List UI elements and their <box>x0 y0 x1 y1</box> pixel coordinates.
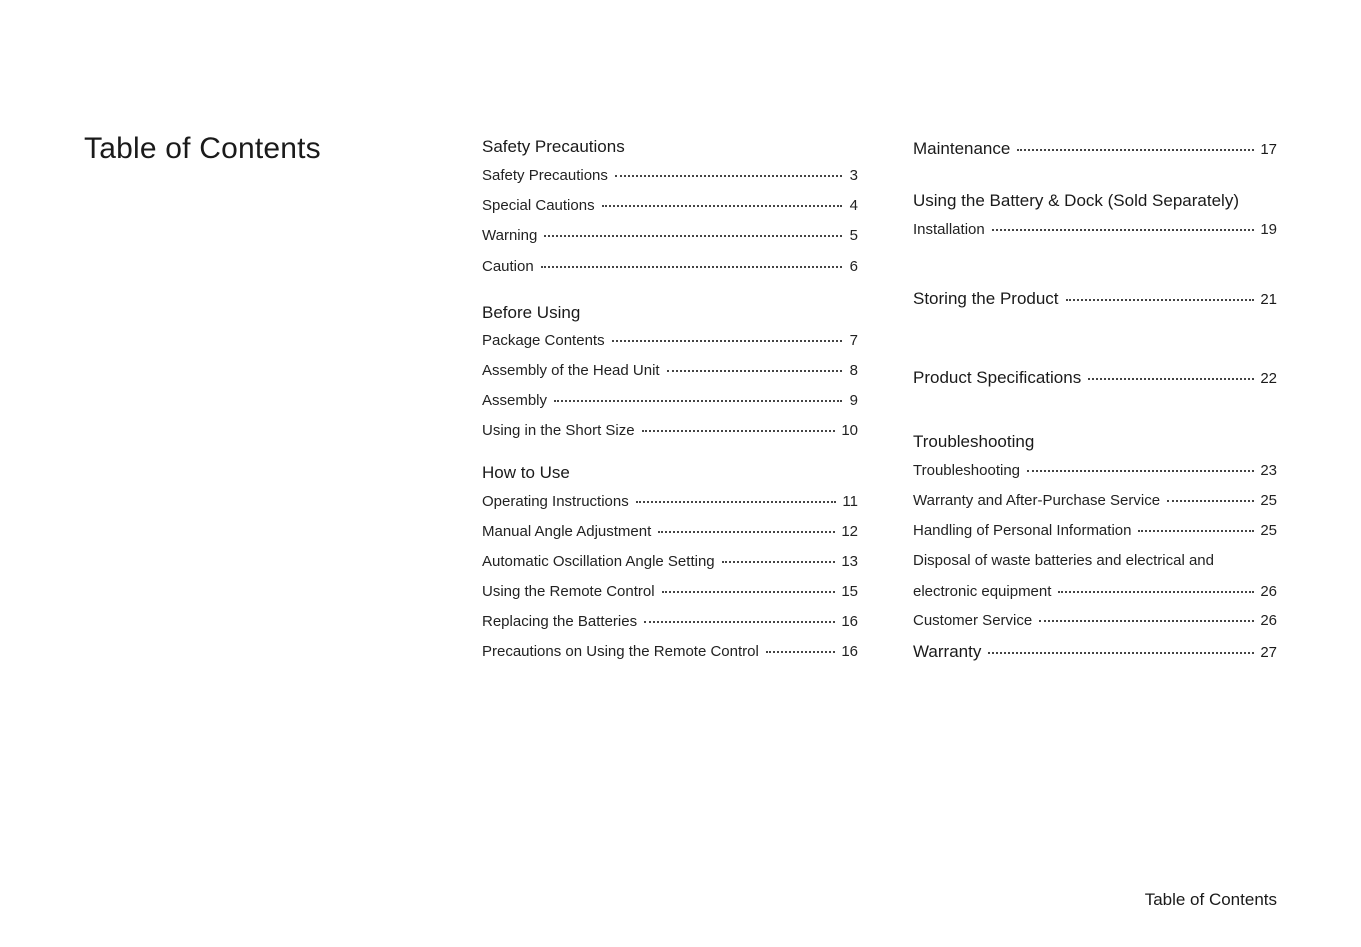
toc-entry-page: 26 <box>1260 583 1277 600</box>
toc-entry-label: Maintenance <box>913 139 1011 158</box>
dot-leader <box>992 225 1255 231</box>
toc-entry-page: 13 <box>841 553 858 570</box>
dot-leader <box>1167 496 1254 502</box>
toc-entry-safety-precautions[interactable] <box>482 166 858 186</box>
dot-leader <box>1088 374 1254 380</box>
dot-leader <box>1039 616 1254 622</box>
toc-entry-label: Using the Remote Control <box>482 583 655 600</box>
toc-entry-page: 10 <box>841 422 858 439</box>
dot-leader <box>766 647 836 653</box>
toc-entry-page: 25 <box>1260 522 1277 539</box>
toc-entry-label: electronic equipment <box>913 583 1052 600</box>
toc-entry-label: Troubleshooting <box>913 462 1021 479</box>
toc-entry-special-cautions[interactable] <box>482 196 858 216</box>
section-heading-battery-dock: Using the Battery & Dock (Sold Separately) <box>913 191 1239 210</box>
dot-leader <box>615 171 842 177</box>
toc-entry-caution[interactable] <box>482 257 858 277</box>
toc-entry-page: 21 <box>1260 291 1277 308</box>
toc-entry-page: 4 <box>849 197 858 214</box>
page-title: Table of Contents <box>84 132 321 165</box>
section-heading-troubleshooting: Troubleshooting <box>913 432 1035 451</box>
dot-leader <box>1017 145 1254 151</box>
toc-entry-manual-angle[interactable] <box>482 522 858 542</box>
dot-leader <box>1058 587 1254 593</box>
toc-entry-label: Handling of Personal Information <box>913 522 1132 539</box>
dot-leader <box>722 557 836 563</box>
dot-leader <box>636 497 837 503</box>
footer-section-title: Table of Contents <box>1144 890 1277 909</box>
toc-entry-page: 3 <box>849 167 858 184</box>
toc-entry-troubleshooting[interactable] <box>913 461 1277 481</box>
dot-leader <box>554 396 842 402</box>
toc-entry-remote-precautions[interactable] <box>482 642 858 662</box>
toc-entry-personal-information[interactable] <box>913 521 1277 541</box>
toc-entry-label: Manual Angle Adjustment <box>482 523 652 540</box>
dot-leader <box>544 231 842 237</box>
toc-entry-assembly-head-unit[interactable] <box>482 361 858 381</box>
toc-entry-warranty-service[interactable] <box>913 491 1277 511</box>
dot-leader <box>541 262 842 268</box>
toc-entry-label: Storing the Product <box>913 289 1059 308</box>
toc-entry-label: Package Contents <box>482 332 605 349</box>
toc-entry-label: Warning <box>482 227 538 244</box>
dot-leader <box>662 587 836 593</box>
toc-entry-product-specifications[interactable] <box>913 367 1277 390</box>
toc-entry-page: 17 <box>1260 141 1277 158</box>
toc-entry-disposal-line2[interactable] <box>913 582 1277 602</box>
toc-entry-remote-control[interactable] <box>482 582 858 602</box>
toc-entry-package-contents[interactable] <box>482 331 858 351</box>
toc-entry-label: Precautions on Using the Remote Control <box>482 643 759 660</box>
toc-entry-label: Warranty and After-Purchase Service <box>913 492 1161 509</box>
toc-entry-page: 6 <box>849 258 858 275</box>
toc-entry-label: Special Cautions <box>482 197 595 214</box>
dot-leader <box>1066 295 1255 301</box>
toc-entry-label: Operating Instructions <box>482 493 629 510</box>
toc-entry-operating-instructions[interactable] <box>482 492 858 512</box>
toc-entry-installation[interactable] <box>913 220 1277 240</box>
toc-entry-label: Customer Service <box>913 612 1033 629</box>
toc-entry-auto-oscillation[interactable] <box>482 552 858 572</box>
toc-entry-page: 27 <box>1260 644 1277 661</box>
dot-leader <box>642 426 836 432</box>
toc-entry-short-size[interactable] <box>482 421 858 441</box>
toc-entry-page: 5 <box>849 227 858 244</box>
dot-leader <box>612 336 842 342</box>
section-heading-how-to-use: How to Use <box>482 463 570 482</box>
dot-leader <box>658 527 835 533</box>
dot-leader <box>644 617 835 623</box>
toc-entry-customer-service[interactable] <box>913 611 1277 631</box>
toc-entry-storing-product[interactable] <box>913 288 1277 311</box>
toc-entry-label: Caution <box>482 258 534 275</box>
toc-entry-label: Installation <box>913 221 985 238</box>
toc-entry-page: 15 <box>841 583 858 600</box>
toc-entry-label: Automatic Oscillation Angle Setting <box>482 553 715 570</box>
toc-entry-page: 9 <box>849 392 858 409</box>
toc-entry-replacing-batteries[interactable] <box>482 612 858 632</box>
toc-entry-page: 16 <box>841 613 858 630</box>
toc-entry-page: 7 <box>849 332 858 349</box>
toc-entry-page: 16 <box>841 643 858 660</box>
section-heading-before-using: Before Using <box>482 303 581 322</box>
toc-entry-page: 8 <box>849 362 858 379</box>
toc-entry-label: Assembly of the Head Unit <box>482 362 660 379</box>
toc-entry-warning[interactable] <box>482 226 858 246</box>
dot-leader <box>988 648 1254 654</box>
toc-entry-assembly[interactable] <box>482 391 858 411</box>
dot-leader <box>1138 526 1254 532</box>
toc-entry-page: 19 <box>1260 221 1277 238</box>
toc-entry-disposal-line1[interactable]: Disposal of waste batteries and electrical and <box>913 552 1214 569</box>
toc-entry-page: 25 <box>1260 492 1277 509</box>
section-heading-safety-precautions: Safety Precautions <box>482 137 625 156</box>
toc-entry-maintenance[interactable] <box>913 138 1277 161</box>
toc-entry-label: Safety Precautions <box>482 167 608 184</box>
toc-entry-page: 12 <box>841 523 858 540</box>
toc-entry-label: Assembly <box>482 392 548 409</box>
toc-entry-page: 26 <box>1260 612 1277 629</box>
toc-entry-page: 11 <box>842 493 858 510</box>
toc-entry-label: Product Specifications <box>913 368 1082 387</box>
dot-leader <box>667 366 842 372</box>
dot-leader <box>602 201 842 207</box>
toc-entry-label: Warranty <box>913 642 982 661</box>
toc-entry-page: 23 <box>1260 462 1277 479</box>
toc-entry-warranty[interactable] <box>913 641 1277 664</box>
dot-leader <box>1027 466 1254 472</box>
toc-entry-label: Replacing the Batteries <box>482 613 638 630</box>
toc-entry-page: 22 <box>1260 370 1277 387</box>
toc-entry-label: Using in the Short Size <box>482 422 635 439</box>
